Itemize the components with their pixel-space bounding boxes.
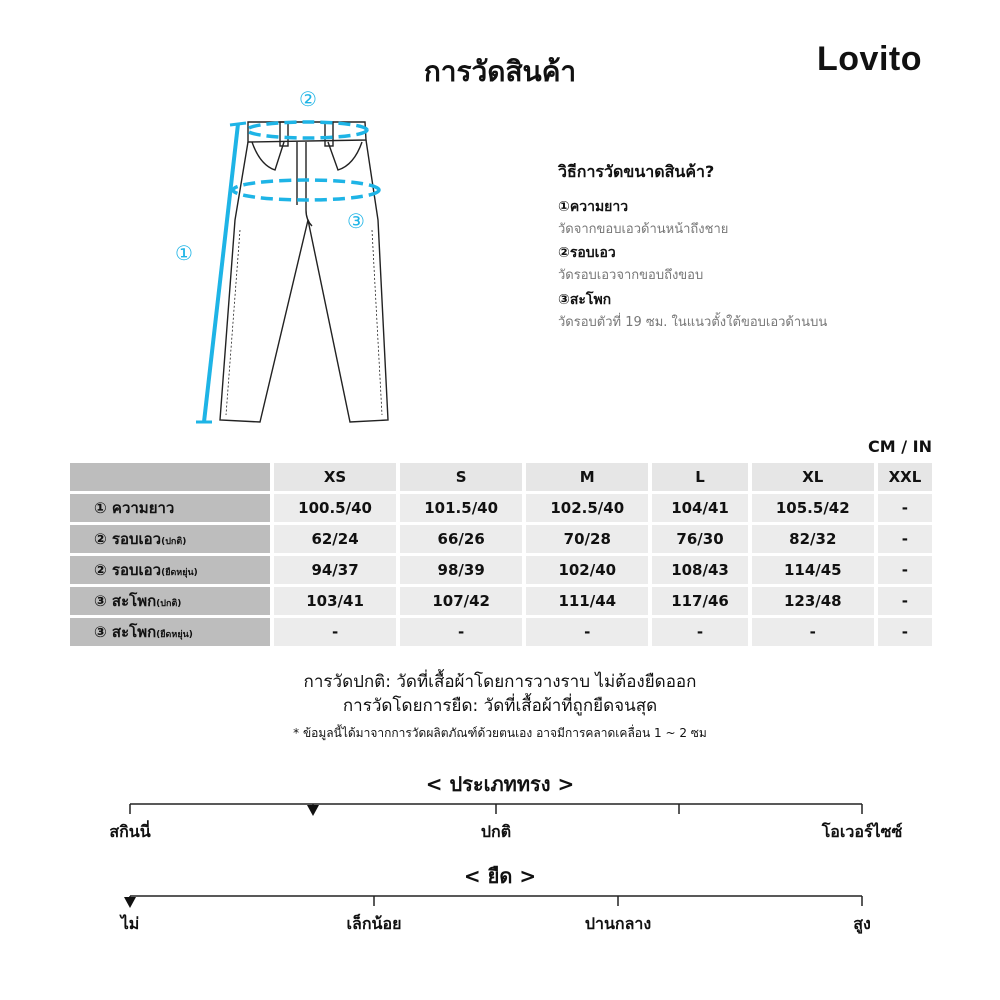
table-cell: 102.5/40: [526, 494, 648, 522]
row-label-text: ③ สะโพก: [94, 592, 157, 610]
pants-diagram: [160, 80, 420, 430]
table-cell: 105.5/42: [752, 494, 874, 522]
stretch-scale-bar: [0, 888, 1000, 914]
waist-measure-line: [247, 122, 367, 138]
table-cell: -: [400, 618, 522, 646]
table-row: [70, 556, 932, 584]
table-cell: 103/41: [274, 587, 396, 615]
table-cell: 117/46: [652, 587, 747, 615]
table-cell: 108/43: [652, 556, 747, 584]
table-row: [70, 494, 932, 522]
howto-item-hip: [558, 289, 958, 332]
table-corner: [70, 463, 270, 491]
row-label-hip-normal: [70, 587, 270, 615]
row-label-hip-stretch: [70, 618, 270, 646]
table-cell: -: [878, 618, 932, 646]
table-cell: -: [878, 525, 932, 553]
fit-label-skinny: สกินนี่: [109, 822, 151, 841]
howto-hip-desc: วัดรอบตัวที่ 19 ซม. ในแนวตั้งใต้ขอบเอวด้านบน: [558, 315, 828, 330]
fit-label-regular: ปกติ: [480, 822, 512, 841]
page-title: การวัดสินค้า: [423, 55, 577, 88]
table-row: [70, 587, 932, 615]
table-cell: 123/48: [752, 587, 874, 615]
fit-label-oversize: โอเวอร์ไซซ์: [821, 822, 903, 841]
table-cell: -: [878, 587, 932, 615]
howto-item-length: [558, 196, 958, 239]
howto-length-label: ①ความยาว: [558, 199, 629, 215]
note-stretch-measure: การวัดโดยการยืด: วัดที่เสื้อผ้าที่ถูกยืดจนสุด: [342, 696, 658, 716]
howto-length-desc: วัดจากขอบเอวด้านหน้าถึงชาย: [558, 222, 729, 237]
stretch-label-high: สูง: [853, 914, 871, 933]
size-header-l: L: [652, 463, 747, 491]
row-label-text: ① ความยาว: [94, 499, 175, 517]
marker-3: ③: [347, 209, 365, 233]
row-label-text: ③ สะโพก: [94, 623, 157, 641]
note-disclaimer: * ข้อมูลนี้ได้มาจากการวัดผลิตภัณฑ์ด้วยตนเอง อาจมีการคลาดเคลื่อน 1 ~ 2 ซม: [293, 726, 707, 740]
size-header-m: M: [526, 463, 648, 491]
stretch-scale-title: < ยืด >: [463, 864, 537, 888]
table-cell: -: [652, 618, 747, 646]
table-cell: 82/32: [752, 525, 874, 553]
table-cell: -: [274, 618, 396, 646]
howto-title: วิธีการวัดขนาดสินค้า?: [558, 162, 715, 181]
table-cell: -: [878, 556, 932, 584]
table-cell: 107/42: [400, 587, 522, 615]
fit-level-marker: [307, 805, 319, 816]
table-row: [70, 525, 932, 553]
howto-waist-label: ②รอบเอว: [558, 245, 616, 261]
size-table: [66, 460, 936, 649]
size-header-xs: XS: [274, 463, 396, 491]
stretch-label-slight: เล็กน้อย: [346, 914, 402, 933]
howto-hip-label: ③สะโพก: [558, 292, 612, 308]
brand-logo: Lovito: [817, 40, 922, 78]
table-cell: 70/28: [526, 525, 648, 553]
fit-scale-title: < ประเภททรง >: [425, 772, 575, 796]
stretch-level-marker: [124, 897, 136, 908]
howto-waist-desc: วัดรอบเอวจากขอบถึงขอบ: [558, 268, 704, 283]
table-cell: 98/39: [400, 556, 522, 584]
row-label-text: ② รอบเอว: [94, 530, 162, 548]
table-cell: 102/40: [526, 556, 648, 584]
table-cell: 111/44: [526, 587, 648, 615]
table-cell: 101.5/40: [400, 494, 522, 522]
table-cell: 100.5/40: [274, 494, 396, 522]
row-label-note: (ปกติ): [161, 537, 187, 547]
length-measure-line: [204, 124, 238, 422]
row-label-note: (ปกติ): [156, 599, 182, 609]
pants-outline-icon: [220, 122, 388, 422]
table-cell: -: [752, 618, 874, 646]
table-row: [70, 618, 932, 646]
row-label-waist-normal: [70, 525, 270, 553]
table-cell: 76/30: [652, 525, 747, 553]
row-label-length: [70, 494, 270, 522]
size-header-xxl: XXL: [878, 463, 932, 491]
note-normal-measure: การวัดปกติ: วัดที่เสื้อผ้าโดยการวางราบ ไม่ต้องยืดออก: [303, 672, 697, 692]
howto-item-waist: [558, 242, 958, 285]
row-label-text: ② รอบเอว: [94, 561, 162, 579]
row-label-note: (ยืดหยุ่น): [161, 568, 198, 578]
unit-label: CM / IN: [868, 437, 932, 456]
row-label-note: (ยืดหยุ่น): [156, 630, 193, 640]
table-cell: 62/24: [274, 525, 396, 553]
table-cell: 104/41: [652, 494, 747, 522]
fit-scale-bar: [0, 796, 1000, 822]
table-cell: 114/45: [752, 556, 874, 584]
stretch-label-medium: ปานกลาง: [584, 914, 652, 933]
size-header-s: S: [400, 463, 522, 491]
stretch-label-none: ไม่: [120, 914, 140, 933]
marker-2: ②: [299, 87, 317, 111]
table-cell: 66/26: [400, 525, 522, 553]
table-cell: -: [526, 618, 648, 646]
table-cell: -: [878, 494, 932, 522]
marker-1: ①: [175, 241, 193, 265]
size-header-xl: XL: [752, 463, 874, 491]
table-header-row: [70, 463, 932, 491]
row-label-waist-stretch: [70, 556, 270, 584]
table-cell: 94/37: [274, 556, 396, 584]
